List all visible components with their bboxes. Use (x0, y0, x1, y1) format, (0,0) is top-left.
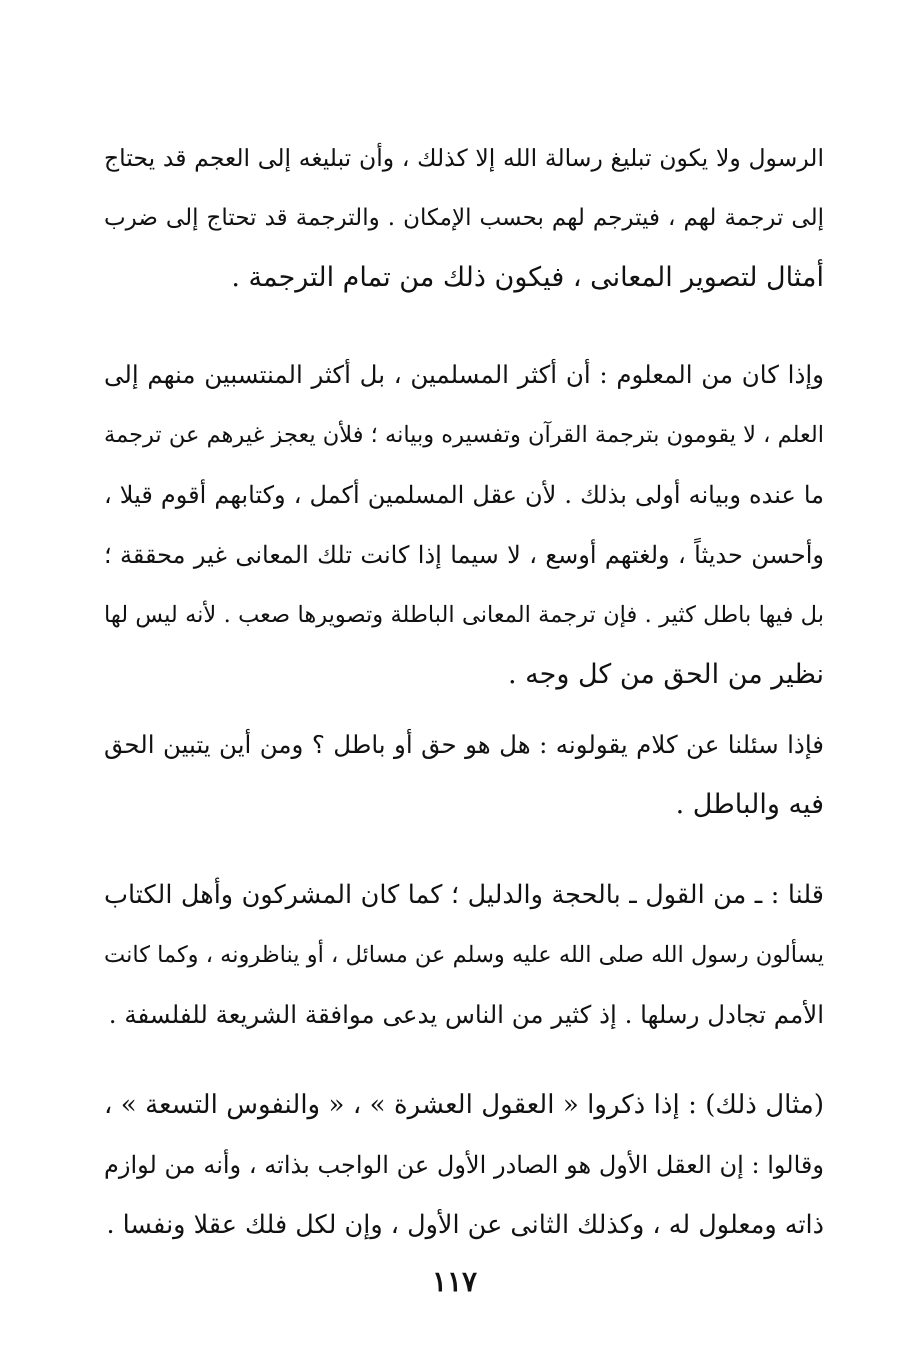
text-line: بل فيها باطل كثير . فإن ترجمة المعانى الباطلة وتصويرها صعب . لأنه ليس لها (104, 602, 824, 628)
paragraph-3 (104, 715, 824, 835)
paragraph-4 (104, 865, 824, 1045)
text-line: ما عنده وبيانه أولى بذلك . لأن عقل المسلمين أكمل ، وكتابهم أقوم قيلا ، (104, 481, 824, 509)
paragraph-2 (104, 345, 824, 705)
text-line: وأحسن حديثاً ، ولغتهم أوسع ، لا سيما إذا كانت تلك المعانى غير محققة ؛ (104, 541, 824, 569)
paragraph-5 (104, 1075, 824, 1255)
text-line: العلم ، لا يقومون بترجمة القرآن وتفسيره وبيانه ؛ فلأن يعجز غيرهم عن ترجمة (104, 422, 824, 448)
text-line: نظير من الحق من كل وجه . (508, 659, 824, 690)
page-number: ١١٧ (431, 1265, 478, 1298)
text-line: الرسول ولا يكون تبليغ رسالة الله إلا كذلك ، وأن تبليغه إلى العجم قد يحتاج (104, 144, 824, 172)
text-line: أمثال لتصوير المعانى ، فيكون ذلك من تمام الترجمة . (231, 262, 824, 293)
text-line: الأمم تجادل رسلها . إذ كثير من الناس يدعى موافقة الشريعة للفلسفة . (108, 1000, 824, 1029)
text-line: وإذا كان من المعلوم : أن أكثر المسلمين ، بل أكثر المنتسبين منهم إلى (104, 360, 824, 389)
text-line: فإذا سئلنا عن كلام يقولونه : هل هو حق أو باطل ؟ ومن أين يتبين الحق (104, 730, 824, 759)
text-line: (مثال ذلك) : إذا ذكروا « العقول العشرة » ، « والنفوس التسعة » ، (104, 1090, 824, 1120)
paragraph-1 (104, 128, 824, 308)
text-line: فيه والباطل . (675, 789, 824, 820)
text-line: وقالوا : إن العقل الأول هو الصادر الأول عن الواجب بذاته ، وأنه من لوازم (104, 1151, 824, 1179)
text-line: يسألون رسول الله صلى الله عليه وسلم عن مسائل ، أو يناظرونه ، وكما كانت (104, 942, 824, 968)
text-line: قلنا : ـ من القول ـ بالحجة والدليل ؛ كما كان المشركون وأهل الكتاب (104, 880, 824, 910)
text-line: ذاته ومعلول له ، وكذلك الثانى عن الأول ، وإن لكل فلك عقلا ونفسا . (106, 1210, 824, 1240)
text-line: إلى ترجمة لهم ، فيترجم لهم بحسب الإمكان . والترجمة قد تحتاج إلى ضرب (104, 205, 824, 231)
